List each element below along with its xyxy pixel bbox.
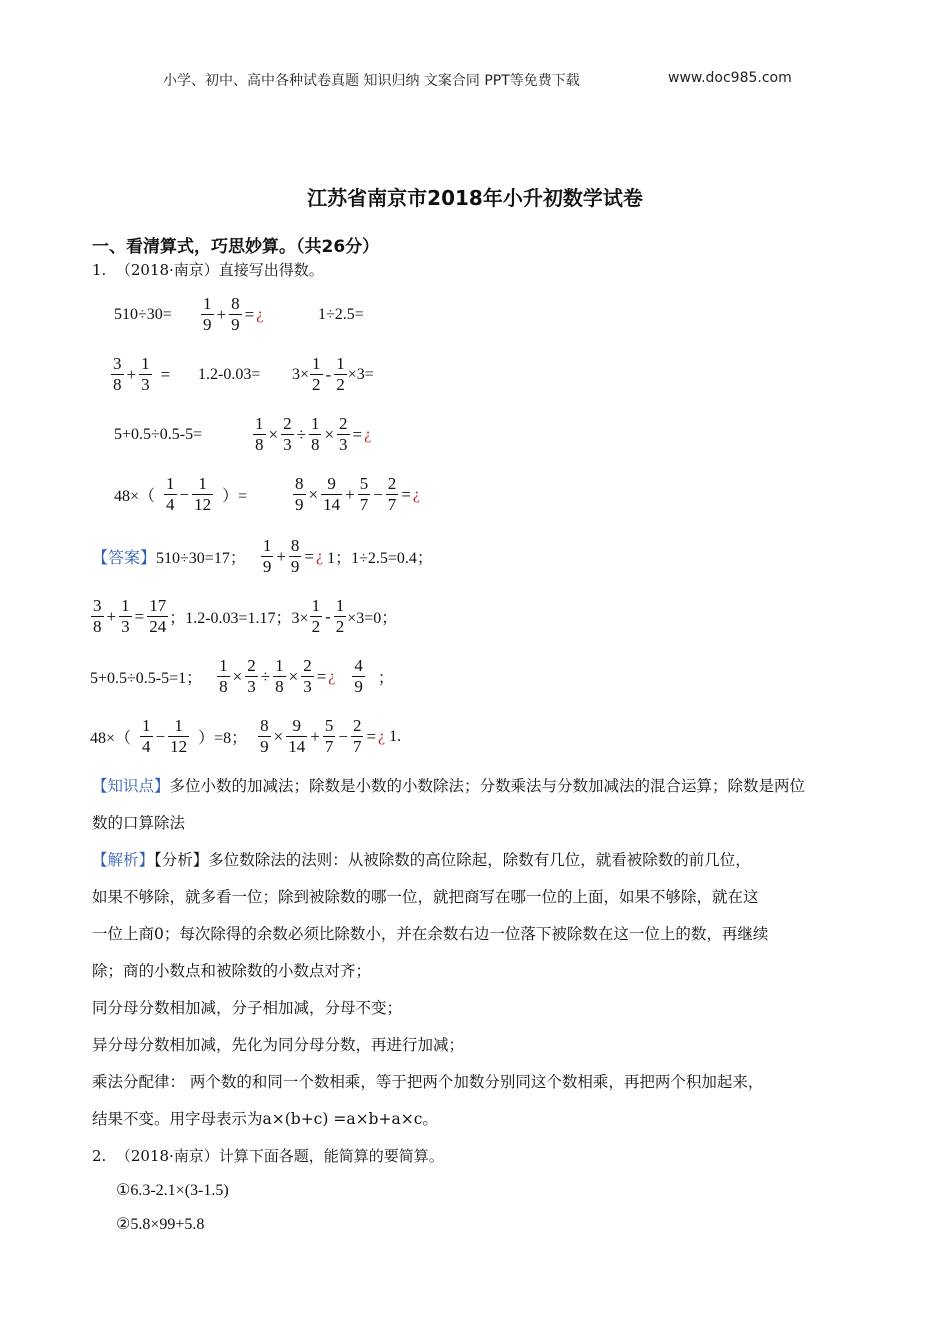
analysis-line-4: 除；商的小数点和被除数的小数点对齐； — [92, 962, 372, 980]
q2-item-2: ②5.8×99+5.8 — [116, 1216, 205, 1233]
question-number: 1. — [92, 261, 107, 279]
section-heading: 一、看清算式，巧思妙算。（共26分） — [92, 237, 380, 257]
fraction: $\frac{8}{9}$ — [231, 294, 240, 334]
q2-item-1: ①6.3-2.1×(3-1.5) — [116, 1182, 229, 1199]
header-url[interactable]: www.doc985.com — [668, 70, 792, 86]
analysis-line-6: 异分母分数相加减，先化为同分母分数，再进行加减； — [92, 1036, 465, 1054]
calc-item-f: 3× $\frac{1}{2}$ - $\frac{1}{2}$ ×3= — [292, 354, 374, 394]
calc-item-c: 1÷2.5= — [318, 306, 364, 323]
analysis-line-3: 一位上商0；每次除得的余数必须比除数小，并在余数右边一位落下被除数在这一位上的数，再继续 — [92, 925, 769, 943]
calc-item-d: $\frac{3}{8}$ + $\frac{1}{3}$ = — [113, 354, 171, 394]
knowledge-tag: 【知识点】 — [92, 777, 170, 795]
calc-item-i: 48×（ $\frac{1}{4}$ − $\frac{1}{12}$ ）= — [114, 474, 248, 514]
page-title: 江苏省南京市2018年小升初数学试卷 — [307, 186, 643, 210]
analysis-line-2: 如果不够除，就多看一位；除到被除数的哪一位，就把商写在哪一位的上面，如果不够除，就在这 — [92, 888, 759, 906]
calc-item-b: $\frac{1}{9}$ + $\frac{8}{9}$ = ¿ — [203, 294, 264, 334]
knowledge-line-1: 【知识点】多位小数的加减法；除数是小数的小数除法；分数乘法与分数加减法的混合运算；除数是两位 — [92, 777, 806, 795]
question-2-stem — [92, 1145, 444, 1166]
analysis-tag: 【解析】 — [92, 851, 155, 869]
calc-item-h: $\frac{1}{8}$ × $\frac{2}{3}$ ÷ $\frac{1}{8}$ × $\frac{2}{3}$ = ¿ — [255, 414, 372, 454]
question-stem: （2018·南京）计算下面各题，能简算的要简算。 — [115, 1147, 444, 1165]
answer-row-3: 5+0.5÷0.5-5=1； $\frac{1}{8}$ × $\frac{2}{3}$ ÷ $\frac{1}{8}$ × $\frac{2}{3}$ = ¿ $\frac{4}{9}$ ； — [90, 656, 394, 696]
analysis-line-1: 【解析】【分析】多位数除法的法则：从被除数的高位除起，除数有几位，就看被除数的前几位， — [92, 851, 751, 869]
answer-tag: 【答案】 — [92, 550, 157, 567]
analysis-line-8: 结果不变。用字母表示为a×(b+c) =a×b+a×c。 — [92, 1110, 438, 1128]
calc-item-e: 1.2-0.03= — [198, 366, 261, 383]
fraction: $\frac{1}{9}$ — [203, 294, 212, 334]
question-number: 2. — [92, 1147, 107, 1165]
header-text: 小学、初中、高中各种试卷真题 知识归纳 文案合同 PPT等免费下载 — [163, 73, 580, 89]
answer-row-1: 【答案】 510÷30=17； $\frac{1}{9}$ + $\frac{8}{9}$ = ¿ 1；1÷2.5=0.4； — [92, 536, 433, 576]
question-1-stem — [92, 259, 324, 280]
analysis-line-7: 乘法分配律： 两个数的和同一个数相乘，等于把两个加数分别同这个数相乘，再把两个积加起来， — [92, 1073, 764, 1091]
answer-row-4: 48×（ $\frac{1}{4}$ − $\frac{1}{12}$ ）=8； $\frac{8}{9}$ × $\frac{9}{14}$ + $\frac{5}{7}$ − $\frac{2}{7}$ = ¿ 1. — [90, 716, 402, 756]
knowledge-line-2: 数的口算除法 — [92, 814, 186, 832]
question-stem: （2018·南京）直接写出得数。 — [115, 261, 324, 279]
analysis-line-5: 同分母分数相加减，分子相加减，分母不变； — [92, 999, 403, 1017]
calc-item-j: $\frac{8}{9}$ × $\frac{9}{14}$ + $\frac{5}{7}$ − $\frac{2}{7}$ = ¿ — [295, 474, 420, 514]
calc-item-a: 510÷30= — [114, 306, 172, 323]
calc-item-g: 5+0.5÷0.5-5= — [114, 426, 203, 443]
answer-row-2: $\frac{3}{8}$ + $\frac{1}{3}$ = $\frac{17}{24}$ ；1.2-0.03=1.17；3× $\frac{1}{2}$ - $\frac{1}{2}$ ×3=0； — [93, 596, 398, 636]
